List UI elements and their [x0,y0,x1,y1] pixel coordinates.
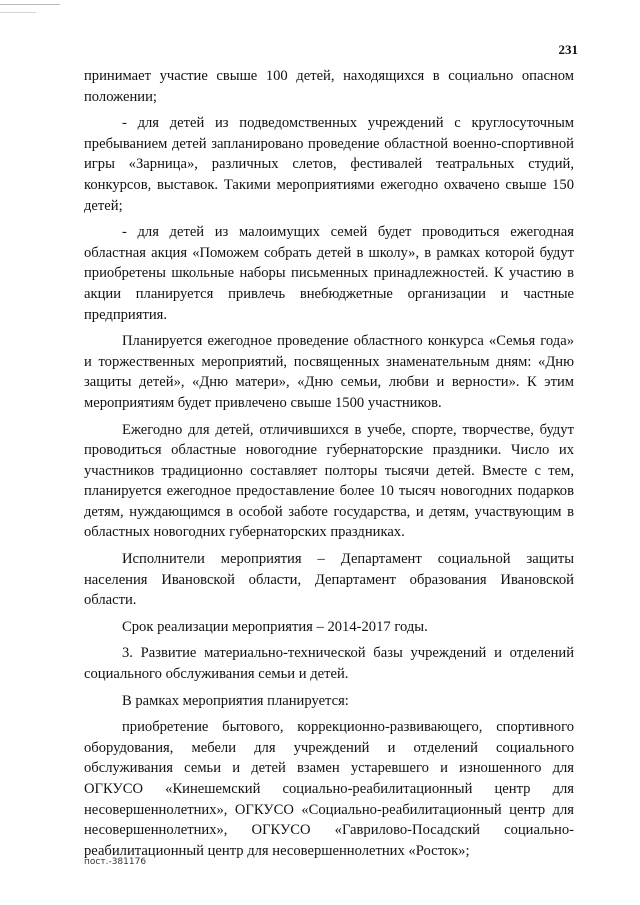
scan-artifact [0,4,60,5]
paragraph-family-contest: Планируется ежегодное проведение областного конкурса «Семья года» и торжественных мероприятий, посвященных знаменательным дням: «Дню защиты детей», «Дню матери», «Дню семьи, любви и верности». К этим мероприятиям будет привлечено свыше 1500 участников. [84,333,574,411]
paragraph-plan-intro: В рамках мероприятия планируется: [122,692,349,709]
paragraph-continuation: принимает участие свыше 100 детей, находящихся в социально опасном положении; [84,68,574,105]
paragraph-new-year: Ежегодно для детей, отличившихся в учебе, спорте, творчестве, будут проводиться областные новогодние губернаторские праздники. Число их участников традиционно составляет полторы тысячи детей. Вместе с тем, планируется ежегодное предоставление более 10 тысяч новогодних подарков детям, нуждающимся в особой заботе государства, и детям, участвующим в областных новогодних губернаторских праздниках. [84,421,574,541]
paragraph-school-action: - для детей из малоимущих семей будет проводиться ежегодная областная акция «Поможем собрать детей в школу», в рамках которой будут приобретены школьные наборы письменных принадлежностей. К участию в акции планируется привлечь внебюджетные организации и частные предприятия. [84,224,574,323]
paragraph-equipment: приобретение бытового, коррекционно-развивающего, спортивного оборудования, мебели для учреждений и отделений социального обслуживания семьи и детей взамен устаревшего и изношенного для ОГКУСО «Кинешемский социально-реабилитационный центр для несовершеннолетних», ОГКУСО «Социально-реабилитационный центр для несовершеннолетних», ОГКУСО «Гаврилово-Посадский социально-реабилитационный центр для несовершеннолетних «Росток»; [84,719,574,859]
section-heading-3: 3. Развитие материально-технической базы учреждений и отделений социального обслуживания семьи и детей. [84,645,574,683]
document-body [84,66,574,867]
page-number: 231 [558,42,578,57]
paragraph-zarnitsa: - для детей из подведомственных учреждений с круглосуточным пребыванием детей запланировано проведение областной военно-спортивной игры «Зарница», различных слетов, фестивалей театральных студий, конкурсов, выставок. Такими мероприятиями ежегодно охвачено свыше 150 детей; [84,115,574,214]
paragraph-executors: Исполнители мероприятия – Департамент социальной защиты населения Ивановской области, Департамент образования Ивановской области. [84,551,574,609]
paragraph-deadline: Срок реализации мероприятия – 2014-2017 годы. [122,618,428,635]
footer-code: пост.-381176 [84,857,147,867]
scan-artifact [0,12,36,13]
